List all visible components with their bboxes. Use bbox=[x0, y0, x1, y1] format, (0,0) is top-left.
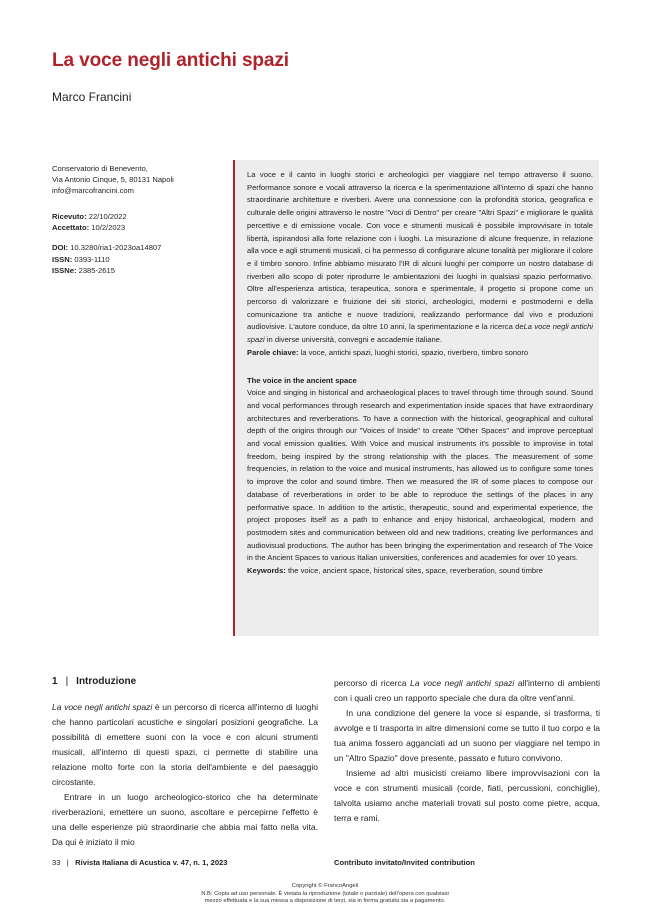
page-number: 33 bbox=[52, 858, 61, 867]
keywords-english: Keywords: the voice, ancient space, historical sites, space, reverberation, sound timbre bbox=[247, 566, 543, 576]
contribution-type: Contributo invitato/Invited contribution bbox=[334, 858, 475, 867]
section-number: 1 bbox=[52, 676, 58, 687]
paragraph: percorso di ricerca La voce negli antichi spazi all'interno di ambienti con i quali creo un rapporto speciale che dura da oltre vent'anni. bbox=[334, 678, 601, 703]
abstract-english-heading: The voice in the ancient space bbox=[247, 375, 357, 385]
section-title: Introduzione bbox=[76, 676, 137, 687]
doi[interactable]: DOI: 10.3280/ria1-2023oa14807 bbox=[52, 243, 162, 253]
author-email[interactable]: info@marcofrancini.com bbox=[52, 186, 134, 195]
footer-separator: | bbox=[66, 858, 69, 867]
section-heading bbox=[52, 676, 136, 687]
issn: ISSN: 0393-1110 bbox=[52, 254, 110, 264]
affiliation-line: Conservatorio di Benevento, bbox=[52, 164, 148, 173]
abstract-box bbox=[233, 160, 599, 636]
issne: ISSNe: 2385-2615 bbox=[52, 265, 115, 275]
paragraph: In una condizione del genere la voce si espande, si trasforma, ti avvolge e ti trasporta in altre dimensioni come se tutto il tuo corpo e la tua anima fossero agganciati ad un suono per viaggiare nel tempo in un "Altro Spazio" dove presente, passato e futuro convivono. bbox=[334, 708, 600, 763]
abstract-english: Voice and singing in historical and archaeological places to travel through time through sound. Sound and vocal performances through research and experimentation inside spaces that have extraordinary architectures and reverberations. To have a connection with the historical, geographical and cultural depth of the origins through our "Voices of Inside" to create "Other Spaces" and improve perceptual and vocal emission qualities. With Voice and musical instruments it's possible to improvise in total freedom, being inspired by the strong relationship with the places. The measurement of some frequencies, in relation to the voice and musical instruments, has allowed us to configure some tones to improve the color and sound timbre. Then we measured the IR of some places to compose our database of reverberations in order to be able to reproduce the settings of the places in any performative space. In addition to the artistic, therapeutic, sound and experimental experience, the project proposes itself as a path to enhance and enjoy historical, archaeological, modern and postmodern sites and communication between old and new traditions, creating live performances and audiovisual productions. The author has been bringing the experimentation and research of The Voice in the Ancient Spaces to various Italian universities, conferences and academies for over 10 years. bbox=[247, 388, 593, 563]
section-separator: | bbox=[65, 676, 69, 687]
journal-name: Rivista Italiana di Acustica v. 47, n. 1, 2023 bbox=[75, 858, 228, 867]
copyright-line: mezzo effettuata e la sua messa a disposizione di terzi, sia in forma gratuita sia a pagamento. bbox=[204, 898, 446, 905]
identifiers-block bbox=[52, 242, 227, 276]
article-title: La voce negli antichi spazi bbox=[52, 50, 289, 71]
article-metadata bbox=[52, 211, 227, 285]
copyright-line: N.B: Copia ad uso personale. È vietata la riproduzione (totale o parziale) dell'opera con qualsiasi bbox=[201, 890, 449, 897]
paragraph: La voce negli antichi spazi è un percorso di ricerca all'interno di luoghi che hanno particolari acustiche e singolari posizioni geografiche. La possibilità di emettere suoni con la voce e con alcuni strumenti musicali, all'interno di questi spazi, ci permette di stabilire una relazione molto forte con la storia dell'ambiente e del paesaggio circostante. bbox=[52, 702, 319, 787]
copyright-line: Copyright © FrancoAngeli bbox=[291, 883, 359, 889]
received-date: Ricevuto: 22/10/2022 bbox=[52, 212, 127, 221]
body-column-right bbox=[334, 676, 600, 826]
author-name: Marco Francini bbox=[52, 90, 132, 104]
paragraph: Insieme ad altri musicisti creiamo libere improvvisazioni con la voce e con strumenti musicali (corde, fiati, percussioni, conchiglie), talvolta usiamo anche materiali trovati sul posto come pietre, acqua, terra e rami. bbox=[334, 768, 600, 823]
copyright-notice bbox=[0, 883, 650, 906]
body-column-left bbox=[52, 700, 318, 850]
keywords-italian: Parole chiave: la voce, antichi spazi, luoghi storici, spazio, riverbero, timbro sonoro bbox=[247, 347, 529, 357]
affiliation-address: Via Antonio Cinque, 5, 80131 Napoli bbox=[52, 175, 174, 184]
paragraph: Entrare in un luogo archeologico-storico che ha determinate riverberazioni, emettere un suono, ascoltare e percepirne l'effetto è una delle esperienze più straordinarie che abbia mai fatto nella vita. Da qui è iniziato il mio bbox=[52, 792, 318, 847]
page-footer bbox=[52, 858, 228, 867]
accepted-date: Accettato: 10/2/2023 bbox=[52, 223, 126, 233]
abstract-italian: La voce e il canto in luoghi storici e archeologici per viaggiare nel tempo attraverso il suono. Performance sonore e vocali attraverso la ricerca e la sperimentazione all'interno di spazi che hanno straordinarie architetture e riverberi. Avere una connessione con la profondità storica, geografica e culturale delle origini attraverso le nostre "Voci di Dentro" per creare "Altri Spazi" e migliorare le qualità percettive e di emissione vocale. Con voce e strumenti musicali è possibile improvvisare in totale libertà, ispirandosi alla forte relazione con i luoghi. La misurazione di alcune frequenze, in relazione alla voce e agli strumenti musicali, ci ha permesso di configurare alcune tonalità per migliorare il colore e il timbro sonoro. Infine abbiamo misurato l'IR di alcuni luoghi per comporre un nostro database di riverberi allo scopo di poter riprodurre le ambientazioni dei luoghi in qualsiasi spazio performativo. Oltre all'esperienza artistica, terapeutica, sonora e sperimentale, il progetto si propone come un percorso di valorizzare e fruizione dei siti storici, archeologici, moderni e postmoderni e della comunicazione tra antiche e nuove tradizioni, realizzando performance dal vivo e produzioni audiovisive. L'autore conduce, da oltre 10 anni, la sperimentazione e la ricerca deLa voce negli antichi spazi in diverse università, convegni e accademie italiane. bbox=[247, 170, 593, 345]
affiliation bbox=[52, 163, 227, 196]
dates-block bbox=[52, 211, 227, 233]
